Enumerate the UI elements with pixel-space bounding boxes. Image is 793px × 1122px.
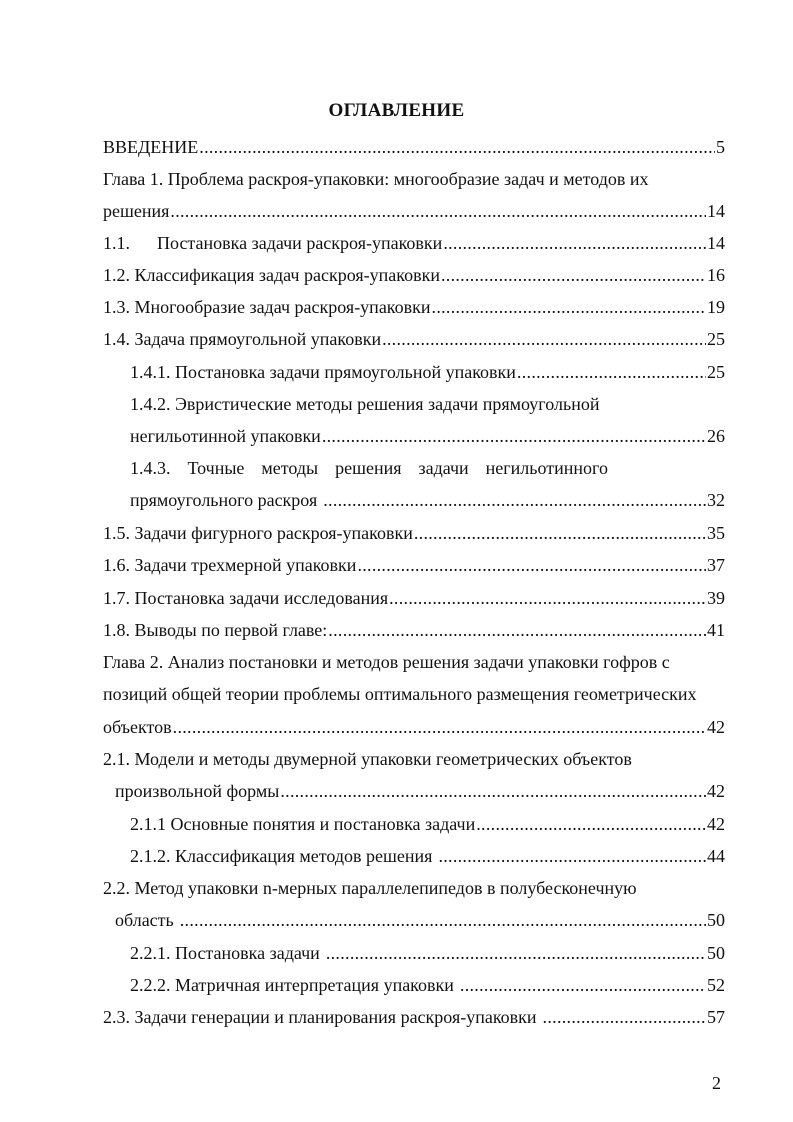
toc-entry-2-2-line1[interactable]: 2.2. Метод упаковки n-мерных параллелепипедов в полубесконечную <box>103 878 637 898</box>
toc-entry-text: 2.2.1. Постановка задачи <box>130 943 320 963</box>
toc-entry-2-3[interactable] <box>103 1006 725 1028</box>
toc-entry-chapter-2-line1[interactable]: Глава 2. Анализ постановки и методов решения задачи упаковки гофров с <box>103 652 670 672</box>
toc-entry-2-1-1[interactable] <box>130 813 725 835</box>
toc-entry-text: прямоугольного раскроя <box>130 490 318 510</box>
toc-leader-dots <box>460 974 706 996</box>
toc-page-number: 5 <box>716 137 725 157</box>
toc-entry-text: 1.7. Постановка задачи исследования <box>103 588 389 608</box>
toc-entry-text: 2.1.1 Основные понятия и постановка задачи <box>130 814 476 834</box>
toc-page-number: 16 <box>707 265 725 285</box>
toc-entry-text: ВВЕДЕНИЕ <box>103 137 199 157</box>
toc-leader-dots <box>441 264 706 286</box>
toc-page-number: 25 <box>707 362 725 382</box>
toc-leader-dots <box>438 845 706 867</box>
toc-entry-2-2-2[interactable] <box>130 974 725 996</box>
toc-entry-text: решения <box>103 201 170 221</box>
toc-entry-number: 1.1. <box>103 233 130 253</box>
toc-leader-dots <box>543 1006 706 1028</box>
toc-entry-chapter-1[interactable] <box>103 200 725 222</box>
toc-page-number: 50 <box>707 910 725 930</box>
toc-leader-dots <box>476 813 706 835</box>
toc-leader-dots <box>443 232 706 254</box>
toc-page-number: 39 <box>707 588 725 608</box>
toc-entry-1-6[interactable] <box>103 554 725 576</box>
page-title: ОГЛАВЛЕНИЕ <box>328 100 465 121</box>
toc-entry-text: 1.4.1. Постановка задачи прямоугольной упаковки <box>130 362 516 382</box>
toc-leader-dots <box>432 296 706 318</box>
toc-entry-2-1-2[interactable] <box>130 845 725 867</box>
toc-entry-1-2[interactable] <box>103 264 725 286</box>
toc-entry-text: 1.4. Задача прямоугольной упаковки <box>103 329 382 349</box>
toc-page-number: 44 <box>707 846 725 866</box>
toc-leader-dots <box>322 425 706 447</box>
toc-entry-text: область <box>115 910 174 930</box>
toc-leader-dots <box>180 909 706 931</box>
toc-entry-1-4-3[interactable] <box>130 489 725 511</box>
toc-leader-dots <box>199 136 715 158</box>
page-number: 2 <box>712 1073 721 1093</box>
toc-entry-text: 2.2.2. Матричная интерпретация упаковки <box>130 975 454 995</box>
toc-entry-text: Постановка задачи раскроя-упаковки <box>157 233 443 253</box>
toc-entry-chapter-2[interactable] <box>103 716 725 738</box>
toc-leader-dots <box>414 522 706 544</box>
toc-leader-dots <box>173 716 706 738</box>
toc-page-number: 42 <box>707 781 725 801</box>
toc-page-number: 14 <box>707 233 725 253</box>
toc-entry-2-1-line1[interactable]: 2.1. Модели и методы двумерной упаковки геометрических объектов <box>103 749 632 769</box>
toc-entry-1-3[interactable] <box>103 296 725 318</box>
toc-page-number: 14 <box>707 201 725 221</box>
toc-entry-chapter-2-line2[interactable]: позиций общей теории проблемы оптимального размещения геометрических <box>103 684 697 704</box>
toc-page-number: 42 <box>707 814 725 834</box>
toc-page-number: 42 <box>707 717 725 737</box>
toc-entry-text: 1.3. Многообразие задач раскроя-упаковки <box>103 297 431 317</box>
toc-leader-dots <box>326 942 706 964</box>
toc-leader-dots <box>517 361 706 383</box>
toc-entry-1-5[interactable] <box>103 522 725 544</box>
toc-page-number: 35 <box>707 523 725 543</box>
toc-leader-dots <box>323 489 706 511</box>
toc-entry-text: объектов <box>103 717 172 737</box>
toc-entry-text: 1.5. Задачи фигурного раскроя-упаковки <box>103 523 413 543</box>
toc-entry-text: 1.6. Задачи трехмерной упаковки <box>103 555 357 575</box>
toc-page-number: 25 <box>707 329 725 349</box>
toc-entry-text: 1.8. Выводы по первой главе: <box>103 620 328 640</box>
toc-word: решения <box>335 458 402 478</box>
toc-entry-text: 2.3. Задачи генерации и планирования раскроя-упаковки <box>103 1007 537 1027</box>
toc-word: Точные <box>187 458 245 478</box>
toc-entry-1-7[interactable] <box>103 587 725 609</box>
toc-leader-dots <box>328 619 706 641</box>
toc-entry-chapter-1-line1[interactable]: Глава 1. Проблема раскроя-упаковки: многообразие задач и методов их <box>103 169 649 189</box>
toc-leader-dots <box>357 554 706 576</box>
toc-entry-1-4-1[interactable] <box>130 361 725 383</box>
toc-word: 1.4.3. <box>130 458 171 478</box>
toc-page-number: 57 <box>707 1007 725 1027</box>
toc-entry-1-4-2[interactable] <box>130 425 725 447</box>
toc-entry-text: негильотинной упаковки <box>130 426 321 446</box>
toc-entry-2-1[interactable] <box>115 780 725 802</box>
toc-page-number: 26 <box>707 426 725 446</box>
toc-entry-1-4-3-line1[interactable] <box>130 457 608 479</box>
toc-entry-1-1[interactable] <box>103 232 725 254</box>
toc-page-number: 32 <box>707 490 725 510</box>
toc-leader-dots <box>170 200 706 222</box>
toc-word: методы <box>261 458 319 478</box>
toc-leader-dots <box>382 328 706 350</box>
toc-page-number: 37 <box>707 555 725 575</box>
toc-word: негильотинного <box>485 458 608 478</box>
toc-entry-1-4-2-line1[interactable]: 1.4.2. Эвристические методы решения задачи прямоугольной <box>130 394 600 414</box>
toc-entry-text: произвольной формы <box>115 781 280 801</box>
toc-leader-dots <box>280 780 706 802</box>
toc-page-number: 19 <box>707 297 725 317</box>
toc-entry-introduction[interactable] <box>103 136 725 158</box>
toc-page-number: 41 <box>707 620 725 640</box>
toc-page-number: 50 <box>707 943 725 963</box>
toc-entry-1-4[interactable] <box>103 328 725 350</box>
toc-leader-dots <box>389 587 706 609</box>
toc-word: задачи <box>418 458 469 478</box>
toc-entry-2-2-1[interactable] <box>130 942 725 964</box>
toc-entry-1-8[interactable] <box>103 619 725 641</box>
toc-page-number: 52 <box>707 975 725 995</box>
toc-entry-text: 1.2. Классификация задач раскроя-упаковки <box>103 265 440 285</box>
toc-entry-2-2[interactable] <box>115 909 725 931</box>
toc-entry-text: 2.1.2. Классификация методов решения <box>130 846 433 866</box>
